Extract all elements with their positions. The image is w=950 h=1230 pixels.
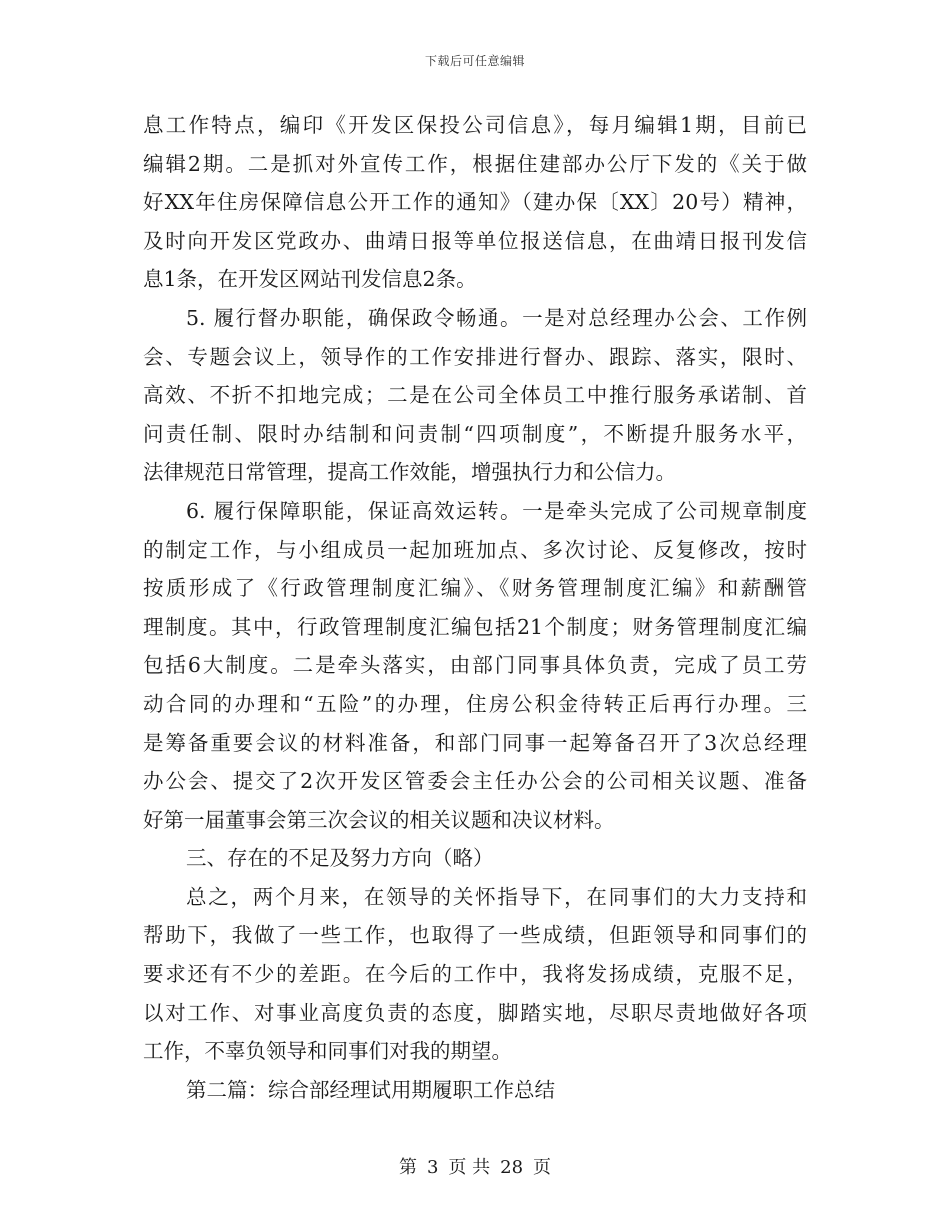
text-line: 6. 履行保障职能，保证高效运转。一是牵头完成了公司规章制度 [186, 498, 807, 523]
text-line: 动合同的办理和“五险”的办理，住房公积金待转正后再行办理。三 [143, 691, 807, 716]
text-line: 要求还有不少的差距。在今后的工作中，我将发扬成绩，克服不足， [143, 962, 807, 987]
text-line: 帮助下，我做了一些工作，也取得了一些成绩，但距领导和同事们的 [143, 923, 807, 948]
text-line: 会、专题会议上，领导作的工作安排进行督办、跟踪、落实，限时、 [143, 344, 807, 369]
text-line: 办公会、提交了2次开发区管委会主任办公会的公司相关议题、准备 [143, 769, 807, 794]
text-line: 问责任制、限时办结制和问责制“四项制度”，不断提升服务水平， [143, 421, 807, 446]
text-line: 是筹备重要会议的材料准备，和部门同事一起筹备召开了3次总经理 [143, 730, 807, 755]
text-line: 好XX年住房保障信息公开工作的通知》（建办保〔XX〕20号）精神， [143, 190, 807, 215]
footer-suffix: 页 [533, 1157, 552, 1178]
footer-total-pages: 28 [500, 1157, 524, 1178]
text-line: 高效、不折不扣地完成；二是在公司全体员工中推行服务承诺制、首 [143, 383, 807, 408]
text-line: 的制定工作，与小组成员一起加班加点、多次讨论、反复修改，按时 [143, 537, 807, 562]
document-body [143, 106, 807, 1109]
text-line: 法律规范日常管理，提高工作效能，增强执行力和公信力。 [143, 460, 676, 485]
footer-page-number: 3 [426, 1157, 439, 1178]
text-line: 5. 履行督办职能，确保政令畅通。一是对总经理办公会、工作例 [186, 305, 807, 330]
text-line: 总之，两个月来，在领导的关怀指导下，在同事们的大力支持和 [186, 884, 807, 909]
text-line: 息工作特点，编印《开发区保投公司信息》，每月编辑1期，目前已 [143, 113, 807, 137]
text-line: 编辑2期。二是抓对外宣传工作，根据住建部办公厅下发的《关于做 [143, 151, 807, 176]
footer-prefix: 第 [398, 1157, 417, 1178]
text-line: 以对工作、对事业高度负责的态度，脚踏实地，尽职尽责地做好各项 [143, 1000, 807, 1025]
text-line: 理制度。其中，行政管理制度汇编包括21个制度；财务管理制度汇编 [143, 614, 807, 639]
text-line: 及时向开发区党政办、曲靖日报等单位报送信息，在曲靖日报刊发信 [143, 228, 807, 253]
footer-middle: 页 共 [448, 1157, 491, 1178]
page-footer [0, 1153, 950, 1179]
text-line: 第二篇：综合部经理试用期履职工作总结 [186, 1077, 555, 1102]
text-line: 息1条，在开发区网站刊发信息2条。 [143, 267, 477, 292]
text-line: 包括6大制度。二是牵头落实，由部门同事具体负责，完成了员工劳 [143, 653, 807, 678]
text-line: 好第一届董事会第三次会议的相关议题和决议材料。 [143, 807, 615, 832]
page-header: 下载后可任意编辑 [424, 54, 525, 68]
text-line: 工作，不辜负领导和同事们对我的期望。 [143, 1039, 512, 1064]
text-line: 按质形成了《行政管理制度汇编》、《财务管理制度汇编》和薪酬管 [143, 576, 807, 601]
text-line: 三、存在的不足及努力方向（略） [186, 846, 494, 871]
